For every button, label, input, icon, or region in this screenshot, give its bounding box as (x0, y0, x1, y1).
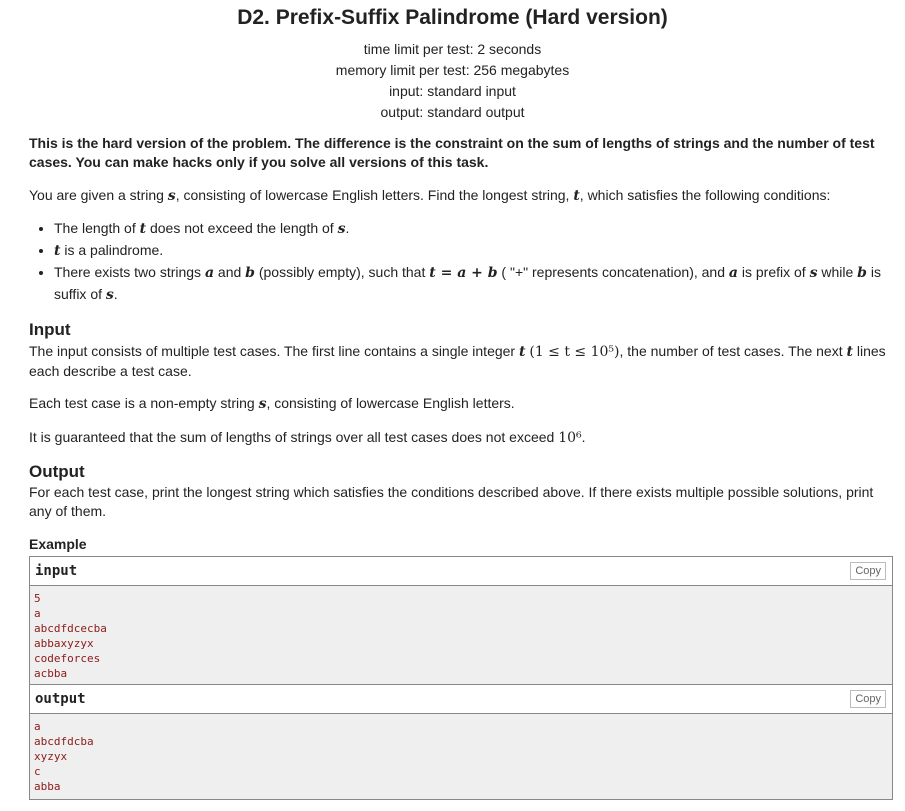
sample-output-header (30, 685, 892, 714)
input-section-title: Input (29, 320, 71, 339)
input-line: 5 (34, 592, 41, 605)
input-line: codeforces (34, 652, 101, 665)
input-test-case-note: Each test case is a non-empty string s, consisting of lowercase English letters. (29, 395, 515, 412)
output-line: c (34, 765, 41, 778)
input-constraint-note: It is guaranteed that the sum of lengths of strings over all test cases does not exceed 10⁶. (29, 429, 586, 446)
condition-item: • There exists two strings a and b (possibly empty), such that t = a + b ( "+" represents concatenation), and a is prefix of s while b is suffix of s. (54, 262, 905, 306)
input-file: input: standard input (389, 83, 516, 99)
sample-output-box (29, 684, 893, 800)
output-line: abcdfdcba (34, 735, 94, 748)
input-line: abcdfdcecba (34, 622, 107, 635)
problem-header (0, 0, 905, 123)
condition-item: • The length of t does not exceed the length of s. (54, 218, 905, 240)
output-line: a (34, 720, 41, 733)
sample-input-box (29, 556, 893, 687)
input-line: acbba (34, 667, 68, 680)
sample-output-label: output (35, 691, 86, 707)
input-line: abbaxyzyx (34, 637, 94, 650)
output-section-title: Output (29, 462, 85, 481)
sample-input-content (30, 586, 892, 686)
output-file: output: standard output (380, 104, 525, 120)
hard-version-note: This is the hard version of the problem. The difference is the constraint on the sum of lengths of strings and the number of test cases. You can make hacks only if you solve all versions of this task. (29, 135, 875, 170)
problem-intro: You are given a string s, consisting of lowercase English letters. Find the longest string, t, which satisfies the following conditions: (29, 187, 831, 204)
example-title: Example (29, 536, 87, 552)
input-line: a (34, 607, 41, 620)
copy-input-button[interactable]: Copy (850, 562, 886, 580)
time-limit: time limit per test: 2 seconds (363, 41, 542, 57)
copy-output-button[interactable]: Copy (850, 690, 886, 708)
sample-input-header (30, 557, 892, 586)
output-description: For each test case, print the longest string which satisfies the conditions described above. If there exists multiple possible solutions, print any of them. (29, 484, 874, 519)
sample-output-content (30, 714, 892, 799)
output-line: abba (34, 780, 61, 793)
memory-limit: memory limit per test: 256 megabytes (335, 62, 570, 78)
input-description: The input consists of multiple test cases. The first line contains a single integer t (1 ≤ t ≤ 10⁵), the number of test cases. The next t lines each describe a test case. (29, 343, 886, 379)
sample-input-label: input (35, 563, 78, 579)
output-line: xyzyx (34, 750, 68, 763)
conditions-list (29, 218, 905, 306)
problem-title: D2. Prefix-Suffix Palindrome (Hard version) (237, 6, 668, 29)
condition-item: • t is a palindrome. (54, 240, 905, 262)
